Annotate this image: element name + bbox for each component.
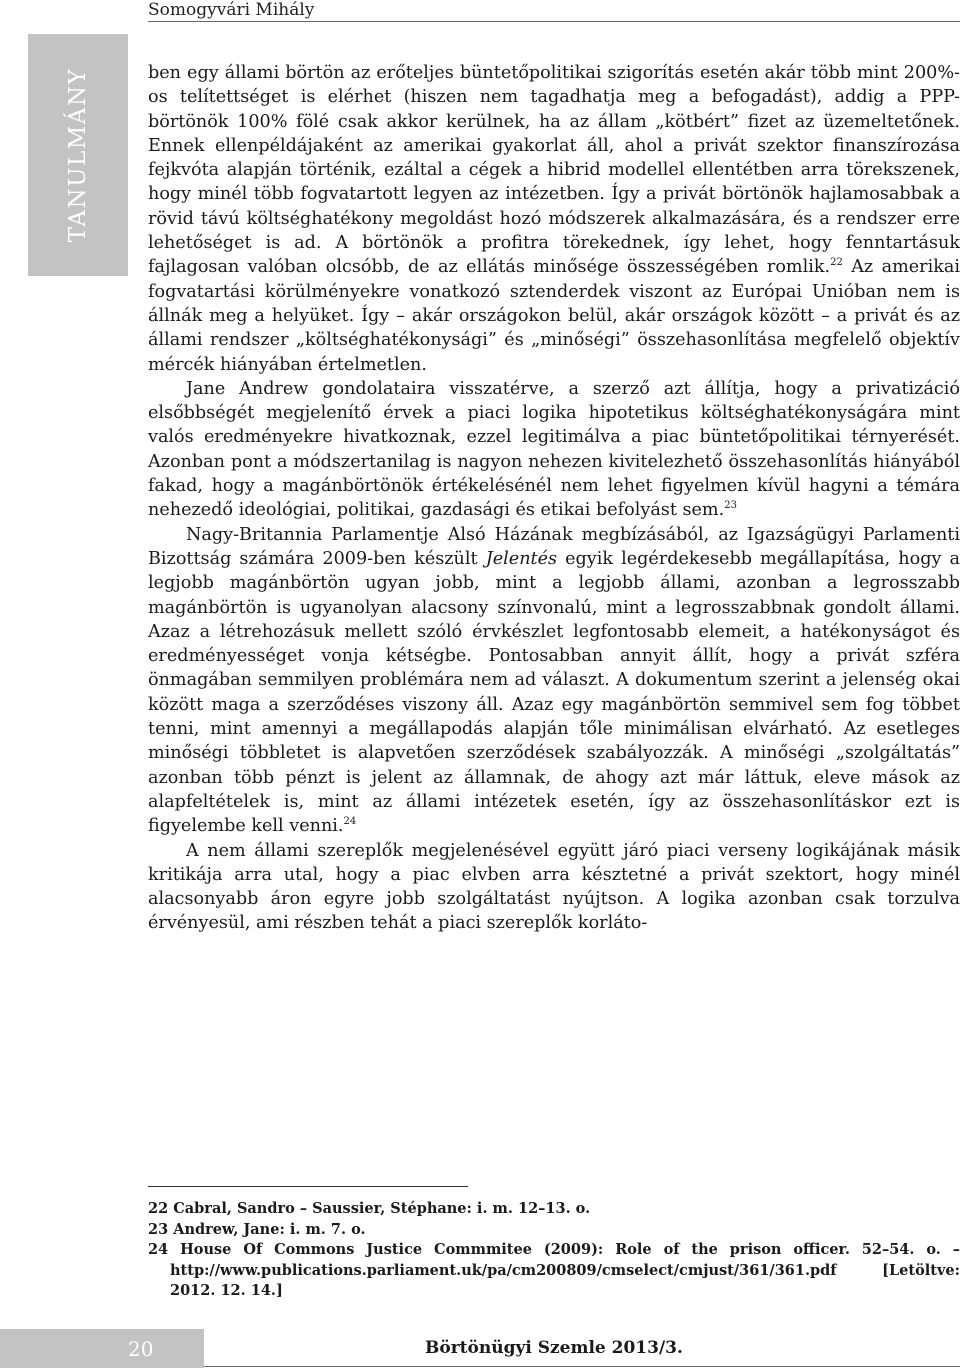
footnote-separator — [148, 1186, 468, 1187]
section-tab-label: TANULMÁNY — [65, 67, 91, 243]
paragraph-1-text-a: ben egy állami börtön az erőteljes büntetőpolitikai szigorítás esetén akár több mint 200%-os telítettséget is elérhet (hiszen nem tagadhatja meg a befogadást), addig a PPP-börtönök 100% fölé csak akkor kerülnek, ha az állam „kötbért” fizet az üzemeltetőnek. Ennek ellenpéldájaként az amerikai gyakorlat áll, ahol a privát szektor finanszírozása fejkvóta alapján történik, ezáltal a cégek a hibrid modellel ellentétben arra törekszenek, hogy minél több fogvatartott legyen az intézetben. Így a privát börtönök hajlamosabbak a rövid távú költséghatékony megoldást hozó módszerek alkalmazására, és a rendszer erre lehetőséget is ad. A börtönök a profitra törekednek, így lehet, hogy fenntartásuk fajlagosan valóban olcsóbb, de az ellátás minősége összességében romlik. — [148, 63, 960, 278]
footnote-ref-23[interactable]: 23 — [724, 500, 737, 512]
section-tab — [28, 34, 128, 276]
paragraph-3-text-b: egyik legérdekesebb megállapítása, hogy a legjobb magánbörtön ugyan jobb, mint a legjobb állami, azonban a legrosszabb magánbörtön is ugyanolyan alacsony színvonalú, mint a legrosszabbnak gondolt állami. Azaz a létrehozásuk mellett szóló érvkészlet legfontosabb elemeit, a hatékonyságot és eredményességet vonja kétségbe. Pontosabban annyit állít, hogy a privát szféra önmagában semmilyen problémára nem ad választ. A dokumentum szerint a jelenség okai között maga a szerződéses viszony áll. Azaz egy magánbörtön semmivel sem fog többet tenni, mint amennyi a megállapodás alapján tőle minimálisan elvárható. Az esetleges minőségi többletet is alapvetően szerződések szabályozzák. A minőségi „szolgáltatás” azonban több pénzt is jelent az államnak, de ahogy azt már láttuk, eleve mások az alapfeltételek is, mint az állami intézetek esetén, így az összehasonlításkor ezt is figyelembe kell venni. — [148, 548, 960, 837]
paragraph-3-text-a: Nagy-Britannia Parlamentje Alsó Házának megbízásából, az Igazságügyi Parlamenti Bizottság számára 2009-ben készült — [148, 524, 960, 569]
footnote-ref-22[interactable]: 22 — [830, 257, 843, 269]
report-title-italic: Jelentés — [485, 548, 558, 569]
journal-title: Börtönügyi Szemle 2013/3. — [425, 1338, 683, 1358]
footnote-22: 22 Cabral, Sandro – Saussier, Stéphane: i. m. 12–13. o. — [148, 1200, 591, 1217]
footnote-23: 23 Andrew, Jane: i. m. 7. o. — [148, 1220, 366, 1238]
paragraph-3 — [148, 523, 960, 839]
paragraph-4-text: A nem állami szereplők megjelenésével együtt járó piaci verseny logikájának másik kritikája arra utal, hogy a piac elvben arra késztetné a privát szektort, hogy minél alacsonyabb áron egyre jobb szolgáltatást nyújtson. A logika azonban csak torzulva érvényesül, ami részben tehát a piaci szereplők korláto- — [148, 840, 960, 934]
paragraph-2-text: Jane Andrew gondolataira visszatérve, a szerző azt állítja, hogy a privatizáció elsőbbségét megjelenítő érvek a piaci logika hipotetikus költséghatékonyságára mint valós eredményekre hivatkoznak, ezzel legitimálva a piac büntetőpolitikai térnyerését. Azonban pont a módszertanilag is nagyon nehezen kivitelezhető összehasonlítás hiányából fakad, hogy a magánbörtönök értékelésénél nem lehet figyelmen kívül hagyni a témára nehezedő ideológiai, politikai, gazdasági és etikai befolyást sem. — [148, 378, 960, 521]
article-body — [148, 61, 960, 936]
footnotes — [148, 1199, 960, 1302]
page-number-box — [0, 1329, 204, 1368]
paragraph-1-text-b: Az amerikai fogvatartási körülményekre vonatkozó sztenderdek viszont az Európai Unióban nem is állnák meg a helyüket. Így – akár országokon belül, akár országok között – a privát és az állami rendszer „költséghatékonysági” és „minőségi” összehasonlítása megfelelő objektív mércék hiányában értelmetlen. — [148, 257, 960, 375]
running-head-author: Somogyvári Mihály — [148, 0, 960, 22]
paragraph-1 — [148, 61, 960, 377]
page-number: 20 — [128, 1336, 154, 1361]
footer-rule — [204, 1366, 960, 1367]
paragraph-4 — [148, 839, 960, 936]
paragraph-2 — [148, 377, 960, 523]
footnote-ref-24[interactable]: 24 — [343, 816, 357, 828]
footnote-24: 24 House Of Commons Justice Commmitee (2009): Role of the prison officer. 52–54. o. – http://www.publications.parliament.uk/pa/cm200809/cmselect/cmjust/361/361.pdf [Letöltve: 2012. 12. 14.] — [148, 1241, 960, 1299]
